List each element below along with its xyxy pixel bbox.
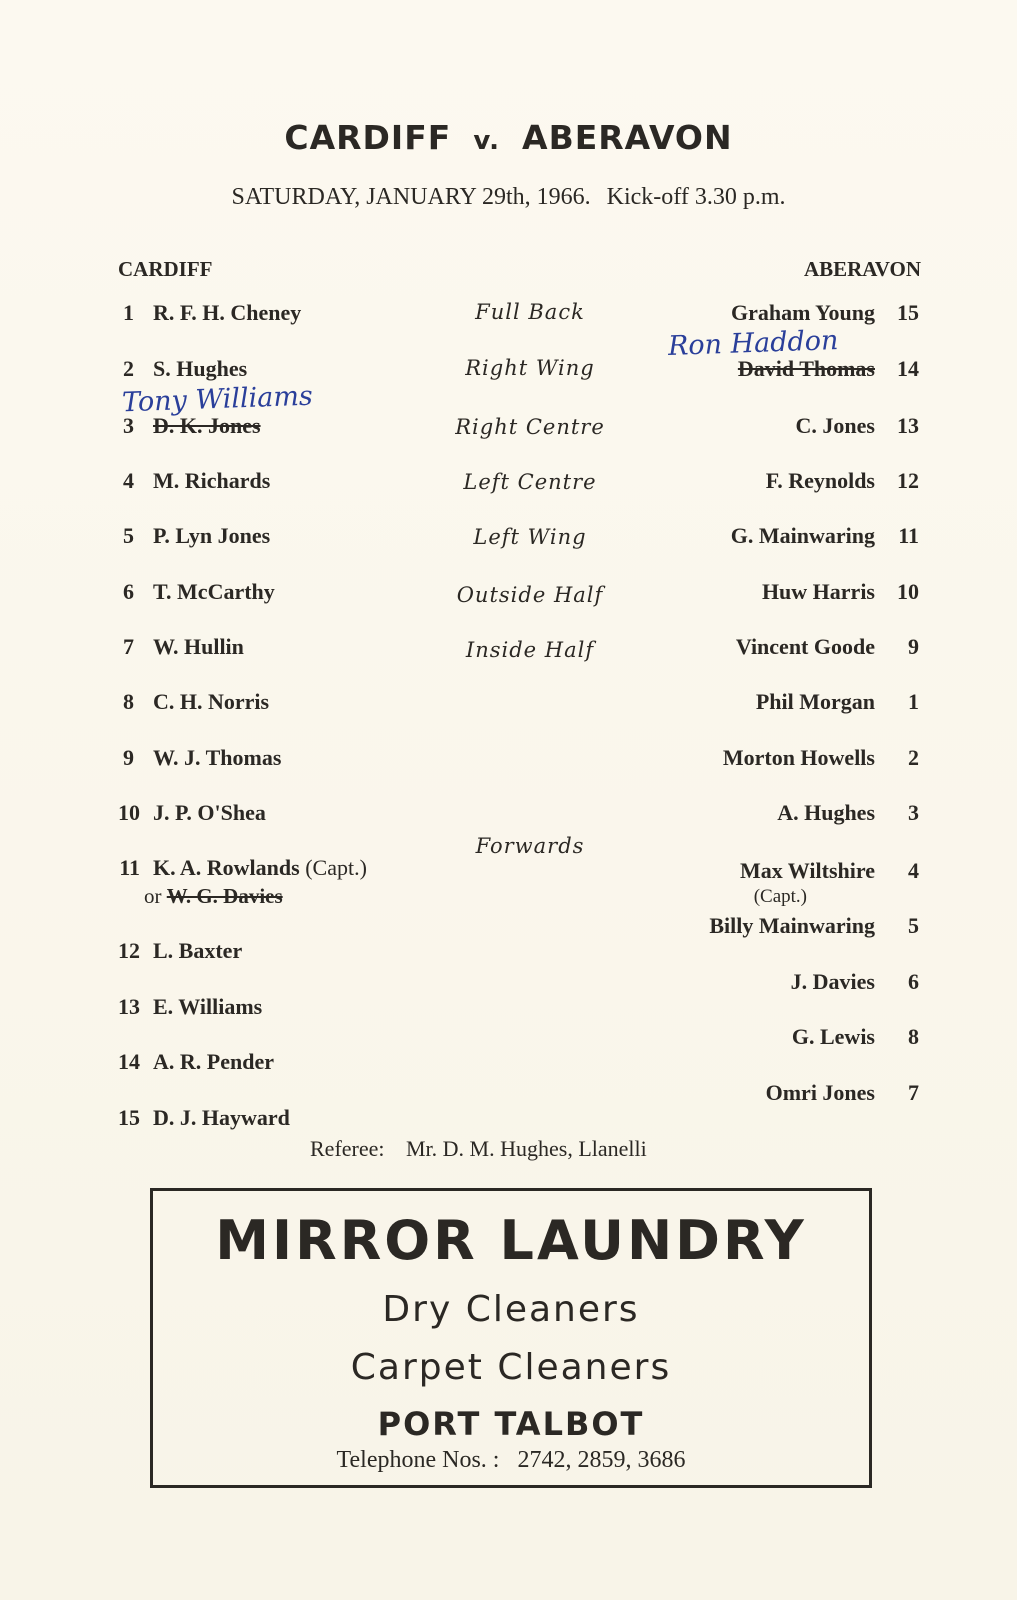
away-captain-mark: (Capt.) xyxy=(753,886,807,907)
home-player-name-text: S. Hughes xyxy=(153,356,248,381)
away-player-name: Max Wiltshire xyxy=(739,858,875,883)
away-player-name: Huw Harris xyxy=(761,579,875,604)
away-player-number: 14 xyxy=(897,356,919,381)
home-player-name xyxy=(153,1105,290,1131)
home-team-heading: CARDIFF xyxy=(118,257,213,281)
home-player-name xyxy=(153,413,261,439)
away-player-name: Graham Young xyxy=(730,300,875,325)
home-player-number: 2 xyxy=(123,356,134,381)
position-label: Inside Half xyxy=(465,638,595,662)
away-player-name: Morton Howells xyxy=(722,745,875,770)
away-player-name: Phil Morgan xyxy=(755,689,875,714)
home-player-name xyxy=(153,745,281,771)
home-player-number: 3 xyxy=(123,413,134,438)
away-player-number: 5 xyxy=(908,913,919,938)
away-player-name: A. Hughes xyxy=(777,800,875,825)
away-team-title: ABERAVON xyxy=(522,118,733,157)
home-captain-mark: (Capt.) xyxy=(305,855,367,880)
away-team-heading: ABERAVON xyxy=(803,257,921,281)
position-label: Left Centre xyxy=(463,470,597,494)
advert-phone-label: Telephone Nos. : xyxy=(336,1447,500,1473)
advert-service-1: Dry Cleaners xyxy=(382,1289,640,1330)
home-player-name-text: D. J. Hayward xyxy=(153,1105,290,1130)
position-label: Outside Half xyxy=(456,583,604,607)
away-player-number: 2 xyxy=(908,745,919,770)
away-player-name: Omri Jones xyxy=(765,1080,875,1105)
home-team-title: CARDIFF xyxy=(284,118,452,157)
home-player-name xyxy=(153,468,270,494)
handwritten-away-substitute: Ron Haddon xyxy=(667,325,839,362)
home-player-name xyxy=(153,1049,274,1075)
advertisement-box xyxy=(150,1188,872,1488)
home-player-number: 15 xyxy=(118,1105,140,1130)
home-player-name xyxy=(153,634,244,660)
away-player-number: 7 xyxy=(908,1080,919,1105)
referee-line xyxy=(310,1136,647,1162)
home-player-name-text: T. McCarthy xyxy=(153,579,275,604)
position-label: Full Back xyxy=(475,300,585,324)
match-date: SATURDAY, JANUARY 29th, 1966. xyxy=(231,184,591,210)
handwritten-home-substitute: Tony Williams xyxy=(121,380,314,419)
versus-label: v. xyxy=(473,126,501,156)
home-player-number: 1 xyxy=(123,300,134,325)
away-player-number: 3 xyxy=(908,800,919,825)
away-player-name: J. Davies xyxy=(790,969,875,994)
home-player-number: 11 xyxy=(119,855,140,880)
referee-label: Referee: xyxy=(310,1136,385,1161)
struck-replacement-name: W. G. Davies xyxy=(166,884,283,908)
home-player-name-text: W. Hullin xyxy=(153,634,244,659)
away-player-name: Billy Mainwaring xyxy=(709,913,875,938)
match-date-line xyxy=(0,184,1017,211)
advert-town: PORT TALBOT xyxy=(377,1405,645,1443)
home-player-name-text: M. Richards xyxy=(153,468,271,493)
home-player-name-text: P. Lyn Jones xyxy=(153,523,271,548)
home-player-number: 4 xyxy=(123,468,134,493)
home-player-name xyxy=(153,855,367,881)
home-player-name xyxy=(153,356,247,382)
kickoff-time: Kick-off 3.30 p.m. xyxy=(606,184,786,210)
referee-name: Mr. D. M. Hughes, Llanelli xyxy=(406,1136,647,1161)
home-player-name xyxy=(153,300,301,326)
away-player-number: 12 xyxy=(897,468,919,493)
away-player-name: F. Reynolds xyxy=(765,468,875,493)
away-player-number: 1 xyxy=(908,689,919,714)
advert-service-2: Carpet Cleaners xyxy=(350,1347,672,1388)
home-player-name-text: K. A. Rowlands xyxy=(153,855,300,880)
home-player-number: 6 xyxy=(123,579,134,604)
away-player-number: 9 xyxy=(908,634,919,659)
home-replacement-note xyxy=(144,884,283,909)
home-player-name xyxy=(153,579,275,605)
home-player-number: 13 xyxy=(118,994,140,1019)
away-player-number: 10 xyxy=(897,579,919,604)
home-player-name-text: J. P. O'Shea xyxy=(153,800,266,825)
advert-phone xyxy=(153,1447,869,1474)
home-player-name-text: L. Baxter xyxy=(153,938,243,963)
home-player-number: 12 xyxy=(118,938,140,963)
home-player-number: 7 xyxy=(123,634,134,659)
match-title xyxy=(0,118,1017,157)
home-player-number: 8 xyxy=(123,689,134,714)
advert-company-name: MIRROR LAUNDRY xyxy=(215,1209,807,1272)
home-player-number: 10 xyxy=(118,800,140,825)
away-player-number: 15 xyxy=(897,300,919,325)
home-player-name xyxy=(153,523,270,549)
away-player-name: David Thomas xyxy=(737,356,875,381)
away-player-name: G. Lewis xyxy=(791,1024,875,1049)
advert-phone-numbers: 2742, 2859, 3686 xyxy=(517,1447,686,1473)
home-player-name-text: R. F. H. Cheney xyxy=(153,300,302,325)
or-prefix: or xyxy=(144,884,162,908)
away-player-number: 8 xyxy=(908,1024,919,1049)
position-label: Right Centre xyxy=(455,415,605,439)
home-player-number: 5 xyxy=(123,523,134,548)
home-player-name xyxy=(153,938,242,964)
home-player-name xyxy=(153,800,266,826)
home-player-name-text: A. R. Pender xyxy=(153,1049,274,1074)
home-player-name-text: W. J. Thomas xyxy=(153,745,282,770)
home-player-name xyxy=(153,689,269,715)
home-player-number: 14 xyxy=(118,1049,140,1074)
away-player-name: Vincent Goode xyxy=(735,634,875,659)
away-player-number: 4 xyxy=(908,858,919,883)
position-label: Left Wing xyxy=(473,525,587,549)
away-player-name: G. Mainwaring xyxy=(730,523,875,548)
home-player-name xyxy=(153,994,262,1020)
home-player-name-text: D. K. Jones xyxy=(153,413,261,438)
home-player-name-text: C. H. Norris xyxy=(153,689,270,714)
home-player-name-text: E. Williams xyxy=(153,994,263,1019)
home-player-number: 9 xyxy=(123,745,134,770)
away-player-name: C. Jones xyxy=(795,413,875,438)
away-player-number: 6 xyxy=(908,969,919,994)
position-label: Forwards xyxy=(475,834,585,858)
position-label: Right Wing xyxy=(465,356,595,380)
away-player-number: 13 xyxy=(897,413,919,438)
away-player-number: 11 xyxy=(898,523,919,548)
